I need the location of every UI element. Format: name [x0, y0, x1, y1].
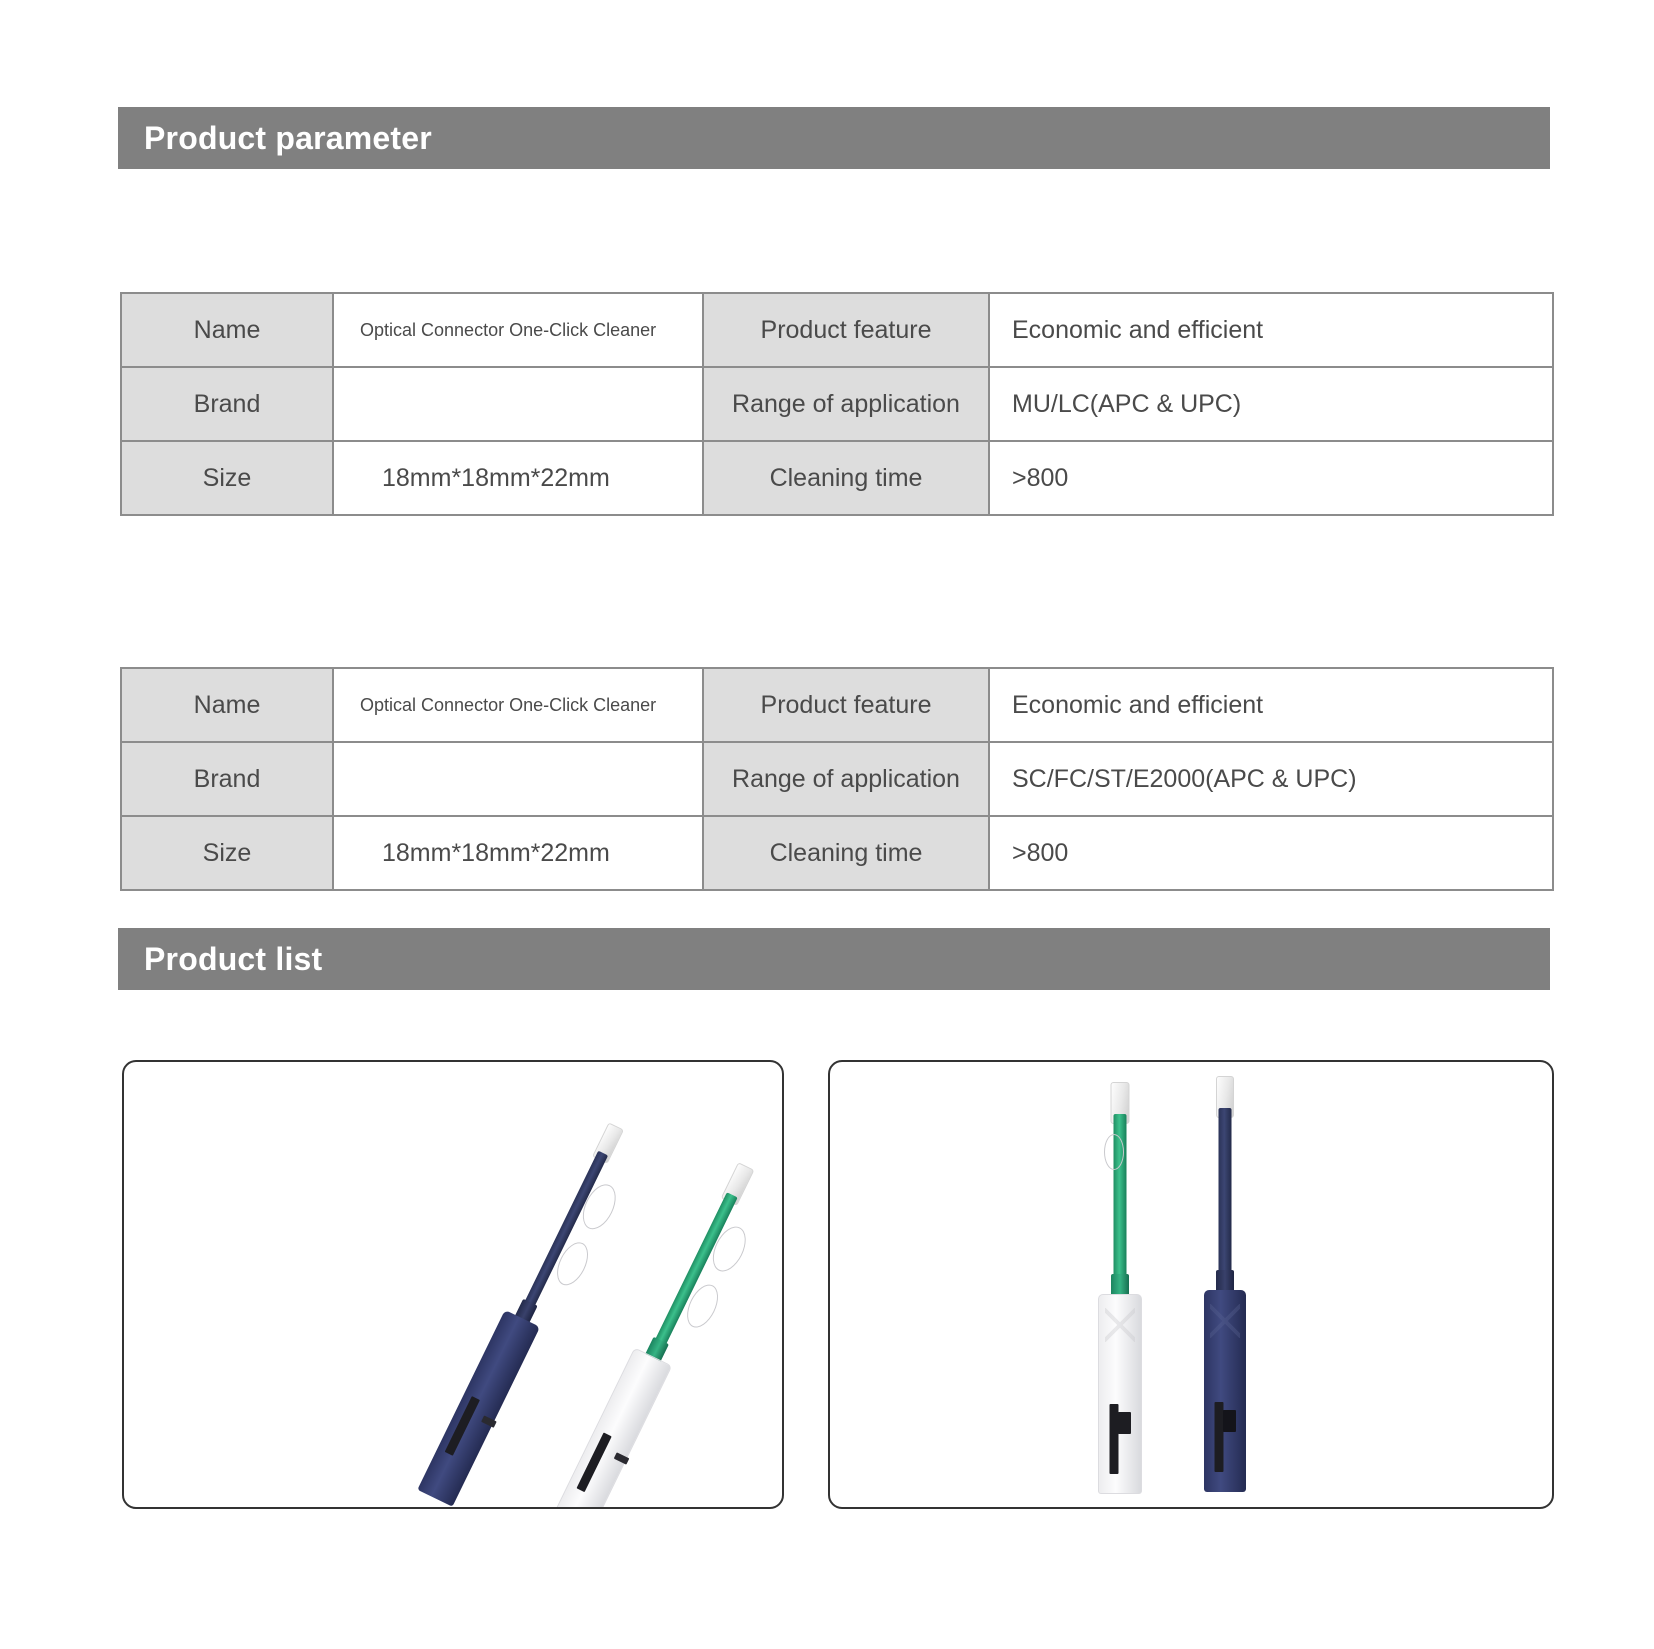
cell-label-size: Size — [121, 441, 333, 515]
table-row — [121, 367, 1553, 441]
cell-value-product-feature: Economic and efficient — [989, 293, 1553, 367]
pen-grip-chevrons — [1210, 1304, 1240, 1338]
navy-cleaner-pen — [1185, 1076, 1265, 1492]
cell-label-size: Size — [121, 816, 333, 890]
pen-grip-chevrons — [1105, 1308, 1135, 1342]
pen-push-tab — [1118, 1412, 1131, 1434]
product-card-upright-pair[interactable] — [828, 1060, 1554, 1509]
pen-shaft — [522, 1151, 609, 1313]
cell-label-brand: Brand — [121, 367, 333, 441]
cell-value-cleaning-time: >800 — [989, 441, 1553, 515]
table-row — [121, 816, 1553, 890]
cell-label-product-feature: Product feature — [703, 668, 989, 742]
cell-value-range-of-application: MU/LC(APC & UPC) — [989, 367, 1553, 441]
product-image-upright-pair — [830, 1062, 1552, 1507]
table-row — [121, 293, 1553, 367]
green-white-cleaner-pen — [1080, 1082, 1160, 1492]
cell-label-name: Name — [121, 293, 333, 367]
cell-label-name: Name — [121, 668, 333, 742]
cell-value-name: Optical Connector One-Click Cleaner — [333, 293, 703, 367]
pen-body — [417, 1310, 540, 1507]
product-card-diagonal-pair[interactable] — [122, 1060, 784, 1509]
cell-label-product-feature: Product feature — [703, 293, 989, 367]
cell-value-size: 18mm*18mm*22mm — [333, 816, 703, 890]
cell-value-range-of-application: SC/FC/ST/E2000(APC & UPC) — [989, 742, 1553, 816]
table-row — [121, 742, 1553, 816]
table-row — [121, 668, 1553, 742]
pen-push-tab — [1223, 1410, 1236, 1432]
section-header-product-parameter — [118, 107, 1550, 169]
cell-value-product-feature: Economic and efficient — [989, 668, 1553, 742]
pen-shaft — [652, 1192, 738, 1352]
section-header-product-list — [118, 928, 1550, 990]
product-parameter-table-2 — [120, 667, 1554, 891]
pen-shaft — [1219, 1108, 1232, 1278]
product-parameter-table-1 — [120, 292, 1554, 516]
cell-label-cleaning-time: Cleaning time — [703, 816, 989, 890]
cell-value-cleaning-time: >800 — [989, 816, 1553, 890]
cell-value-size: 18mm*18mm*22mm — [333, 441, 703, 515]
cell-label-range-of-application: Range of application — [703, 367, 989, 441]
product-image-diagonal-pair — [124, 1062, 782, 1507]
cell-value-brand — [333, 742, 703, 816]
cell-label-brand: Brand — [121, 742, 333, 816]
cell-value-name: Optical Connector One-Click Cleaner — [333, 668, 703, 742]
pen-lanyard-loop — [1104, 1134, 1124, 1170]
section-title-text: Product parameter — [144, 120, 432, 156]
cell-label-range-of-application: Range of application — [703, 742, 989, 816]
section-title-text: Product list — [144, 941, 323, 977]
cell-label-cleaning-time: Cleaning time — [703, 441, 989, 515]
pen-body — [545, 1347, 672, 1509]
table-row — [121, 441, 1553, 515]
cell-value-brand — [333, 367, 703, 441]
